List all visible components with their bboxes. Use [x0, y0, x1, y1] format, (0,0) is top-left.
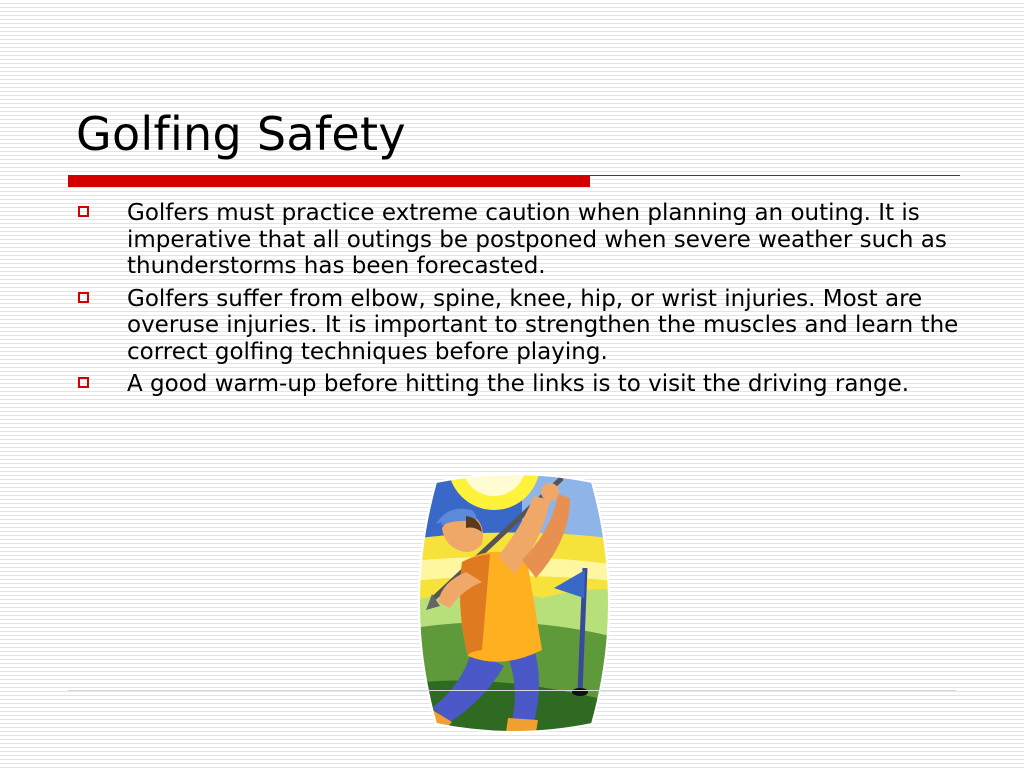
golfer-clipart-icon [402, 470, 626, 736]
list-item [76, 200, 976, 280]
footer-divider [68, 690, 956, 691]
slide-title: Golfing Safety [76, 107, 406, 161]
bullet-text: A good warm-up before hitting the links is to visit the driving range. [127, 371, 910, 397]
bullet-list [76, 200, 976, 404]
title-underline-accent [68, 175, 590, 187]
square-bullet-icon [78, 292, 89, 303]
bullet-text: Golfers must practice extreme caution when planning an outing. It is imperative that all outings be postponed when severe weather such as thunderstorms has been forecasted. [127, 200, 947, 279]
title-underline-line [590, 175, 960, 176]
square-bullet-icon [78, 206, 89, 217]
list-item [76, 286, 976, 366]
bullet-text: Golfers suffer from elbow, spine, knee, hip, or wrist injuries. Most are overuse injuries. It is important to strengthen the muscles and learn the correct golfing techniques before playing. [127, 285, 959, 365]
list-item [76, 371, 976, 398]
square-bullet-icon [78, 377, 89, 388]
